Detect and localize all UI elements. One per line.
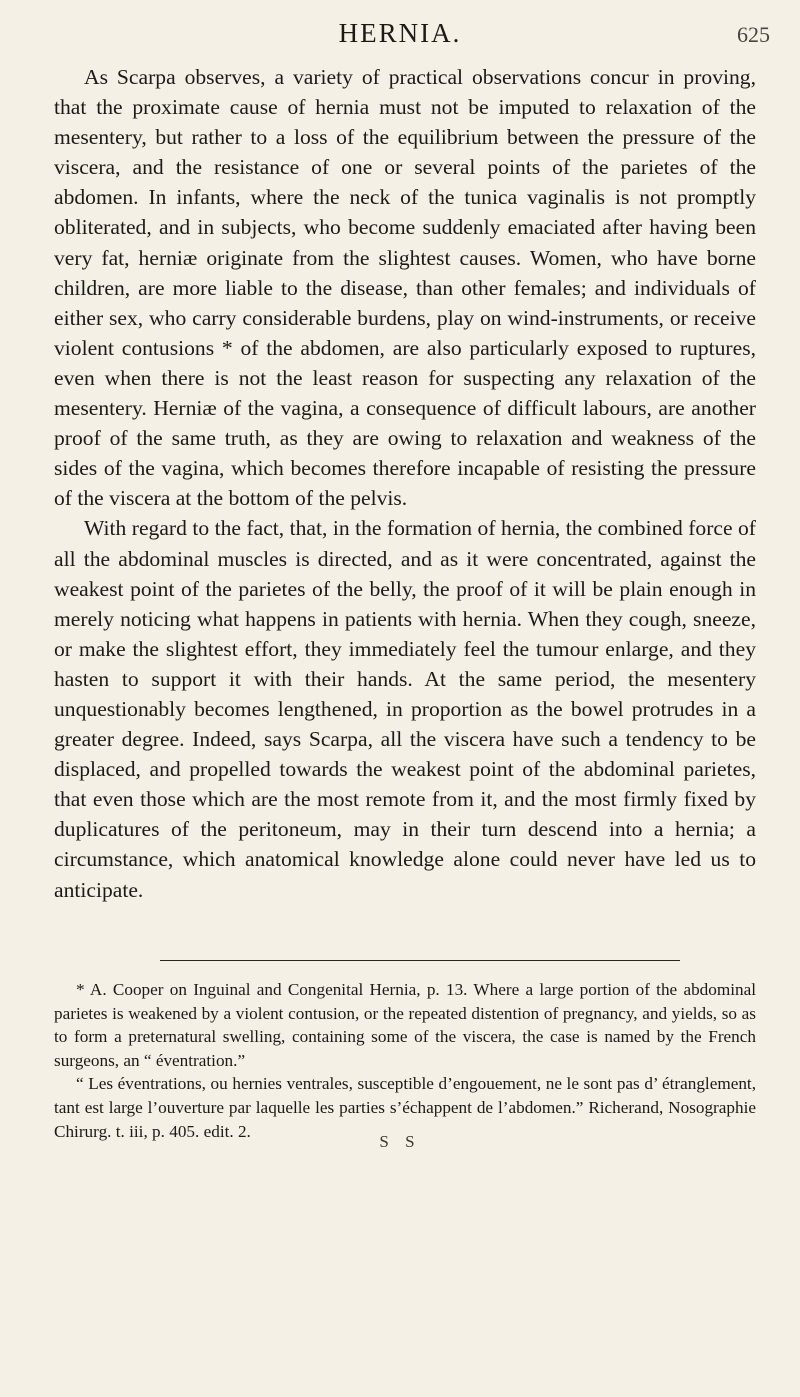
running-head	[0, 18, 800, 58]
signature-mark: S S	[379, 1132, 421, 1151]
body-paragraph: As Scarpa observes, a variety of practical observations concur in proving, that the proximate cause of hernia must not be imputed to relaxation of the mesentery, but rather to a loss of the equilibrium between the pressure of the viscera, and the resistance of one or several points of the parietes of the abdomen. In infants, where the neck of the tunica vaginalis is not promptly obliterated, and in subjects, who become suddenly emaciated after having been very fat, herniæ originate from the slightest causes. Women, who have borne children, are more liable to the disease, than other females; and individuals of either sex, who carry considerable burdens, play on wind-instruments, or receive violent contusions * of the abdomen, are also particularly exposed to ruptures, even when there is not the least reason for suspecting any relaxation of the mesentery. Herniæ of the vagina, a consequence of difficult labours, are another proof of the same truth, as they are owing to relaxation and weakness of the sides of the vagina, which becomes therefore incapable of resisting the pressure of the viscera at the bottom of the pelvis.	[54, 65, 756, 511]
running-title: HERNIA.	[338, 18, 462, 48]
footnote: * A. Cooper on Inguinal and Congenital Hernia, p. 13. Where a large portion of the abdominal parietes is weakened by a violent contusion, or the repeated distention of pregnancy, and yields, so as to form a preternatural swelling, containing some of the viscera, the case is named by the French surgeons, an “ éventration.”	[54, 980, 756, 1070]
body-paragraph: With regard to the fact, that, in the formation of hernia, the combined force of all the abdominal muscles is directed, and as it were concentrated, against the weakest point of the parietes of the belly, the proof of it will be plain enough in merely noticing what happens in patients with hernia. When they cough, sneeze, or make the slightest effort, they immediately feel the tumour enlarge, and they hasten to support it with their hands. At the same period, the mesentery unquestionably becomes lengthened, in proportion as the bowel protrudes in a greater degree. Indeed, says Scarpa, all the viscera have such a tendency to be displaced, and propelled towards the weakest point of the abdominal parietes, that even those which are the most remote from it, and the most firmly fixed by duplicatures of the peritoneum, may in their turn descend into a hernia; a circumstance, which anatomical knowledge alone could never have led us to anticipate.	[54, 516, 756, 902]
footnote-divider	[160, 960, 680, 961]
body-text	[54, 62, 756, 905]
page-number: 625	[737, 22, 770, 47]
footnote: “ Les éventrations, ou hernies ventrales, susceptible d’engouement, ne le sont pas d’ étranglement, tant est large l’ouverture par laquelle les parties s’échappent de l’abdomen.” Richerand, Nosographie Chirurg. t. iii, p. 405. edit. 2.	[54, 1074, 756, 1141]
footnotes	[54, 978, 756, 1143]
